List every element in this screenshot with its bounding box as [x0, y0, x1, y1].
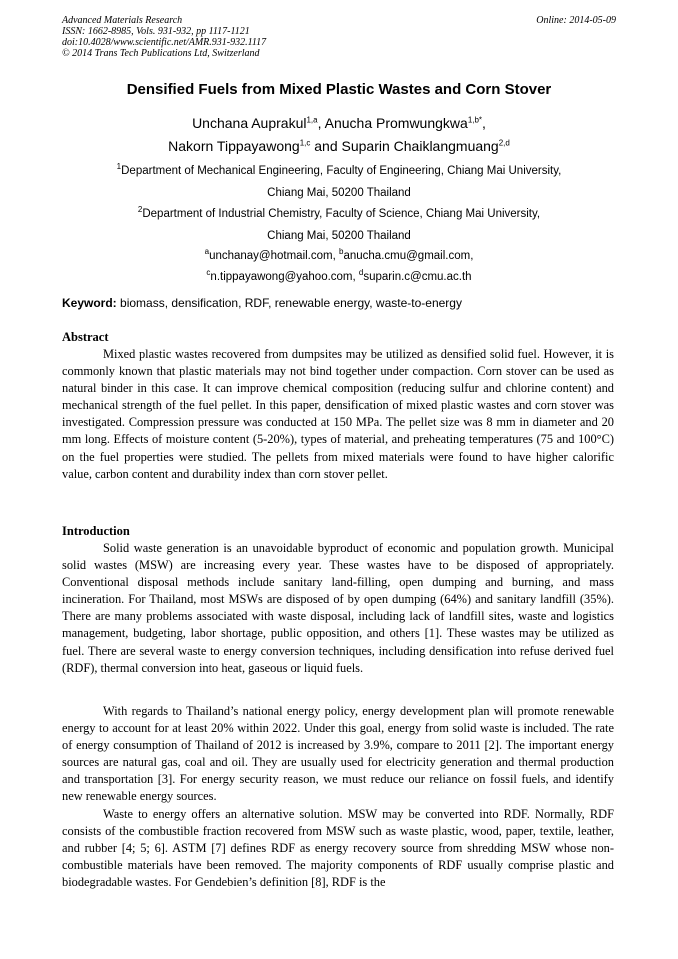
affiliation-sup: 2 [137, 205, 143, 215]
copyright-line: © 2014 Trans Tech Publications Ltd, Switzerland [62, 48, 260, 59]
abstract-text: Mixed plastic wastes recovered from dumpsites may be utilized as densified solid fuel. However, it is commonly known that plastic materials may not bind together under compaction. Corn stover can be used as natural binder in this case. It can improve chemical composition (reducing sulfur and chlorine content) and mechanical strength of the fuel pellet. In this paper, densification of mixed plastic wastes and corn stover was investigated. Compression pressure was conducted at 150 MPa. The pellet size was 8 mm in diameter and 20 mm long. Effects of moisture content (5-20%), types of material, and preheating temperatures (75 and 100°C) on the fuel properties were studied. The pellets from mixed materials were found to have higher calorific value, carbon content and durability index than corn stover pellet. [62, 347, 614, 481]
author-name: Suparin Chaiklangmuang [341, 138, 499, 154]
affiliation-line [40, 160, 638, 182]
email-address: suparin.c@cmu.ac.th [363, 271, 472, 283]
author-conjunction: and [314, 138, 338, 154]
doi-line: doi:10.4028/www.scientific.net/AMR.931-932.1117 [62, 37, 267, 48]
affiliation-city: Chiang Mai, 50200 Thailand [267, 187, 411, 199]
email-line-1 [40, 246, 638, 267]
author-sup: 1,b* [467, 115, 483, 125]
introduction-heading: Introduction [62, 524, 130, 538]
email-line-2 [40, 267, 638, 288]
online-date: Online: 2014-05-09 [536, 15, 616, 26]
author-line-2 [40, 135, 638, 158]
author-line-1: Unchana Auprakul$^{1,a}$, Anucha Promwungkwa$^{1,b*}$, [192, 115, 486, 131]
journal-header [62, 15, 266, 59]
introduction-paragraph-2: With regards to Thailand’s national energy policy, energy development plan will promote renewable energy to account for at least 20% within 2022. Under this goal, energy from solid waste is included. The rate of energy consumption of Thailand of 2012 is increased by 3.9%, compare to 2011 [2]. The important energy sources are natural gas, coal and oil. They are usually used for electricity generation and thermal production and transportation [3]. For energy security reason, we must reduce our reliance on fossil fuels, and identify new renewable energy sources. [62, 704, 614, 804]
author-name: Nakorn Tippayawong [168, 138, 300, 154]
author-sup: 2,d [498, 138, 510, 148]
issn-line: ISSN: 1662-8985, Vols. 931-932, pp 1117-1121 [62, 26, 250, 37]
paper-title: Densified Fuels from Mixed Plastic Wastes and Corn Stover [126, 81, 552, 98]
keywords-text: biomass, densification, RDF, renewable energy, waste-to-energy [116, 296, 462, 310]
email-address: unchanay@hotmail.com, [209, 250, 336, 262]
affiliation-text: Department of Industrial Chemistry, Faculty of Science, Chiang Mai University, [142, 208, 541, 220]
journal-name: Advanced Materials Research [62, 15, 183, 26]
author-sup: 1,a [306, 115, 318, 125]
author-sup: 1,c [299, 138, 311, 148]
author-name: Anucha Promwungkwa [324, 115, 468, 131]
affiliation-sup: 1 [116, 162, 122, 172]
affiliation-city: Chiang Mai, 50200 Thailand [267, 230, 411, 242]
affiliation-2 [40, 203, 638, 247]
affiliation-1 [40, 160, 638, 204]
email-sup: c [206, 268, 211, 278]
keywords-label: Keyword: [62, 296, 117, 310]
author-name: Unchana Auprakul [192, 115, 307, 131]
email-address: n.tippayawong@yahoo.com, [210, 271, 356, 283]
email-sup: b [339, 247, 344, 257]
abstract-heading: Abstract [62, 330, 109, 344]
author-list [40, 112, 638, 158]
introduction-paragraph-1: Solid waste generation is an unavoidable byproduct of economic and population growth. Municipal solid wastes (MSW) are increasing every year. These wastes have to be disposed of appropriately. Conventional disposal methods include sanitary land-filling, open dumping and burning, and mass incineration. For Thailand, most MSWs are disposed of by open dumping (64%) and sanitary landfill (35%). There are many problems associated with waste disposal, including lack of landfill sites, waste and logistics management, budgeting, labor shortage, public opposition, and others [1]. These wastes may be utilized as fuel. There are several waste to energy conversion techniques, including densification into refuse derived fuel (RDF), thermal conversion into heat, gaseous or liquid fuels. [62, 541, 614, 675]
keywords [62, 296, 616, 311]
email-sup: a [204, 247, 210, 257]
affiliation-line [40, 203, 638, 225]
email-sup: d [358, 268, 364, 278]
affiliation-text: Department of Mechanical Engineering, Faculty of Engineering, Chiang Mai University, [121, 165, 562, 177]
email-address: anucha.cmu@gmail.com, [343, 250, 474, 262]
email-list [40, 246, 638, 288]
introduction-paragraph-3: Waste to energy offers an alternative solution. MSW may be converted into RDF. Normally, RDF consists of the combustible fraction recovered from MSW such as waste plastic, wood, paper, textile, leather, and rubber [4; 5; 6]. ASTM [7] defines RDF as energy recovery source from shredding MSW whose non-combustible materials have been removed. The majority components of RDF usually comprise plastic and biodegradable wastes. For Gendebien’s definition [8], RDF is the [62, 807, 614, 890]
